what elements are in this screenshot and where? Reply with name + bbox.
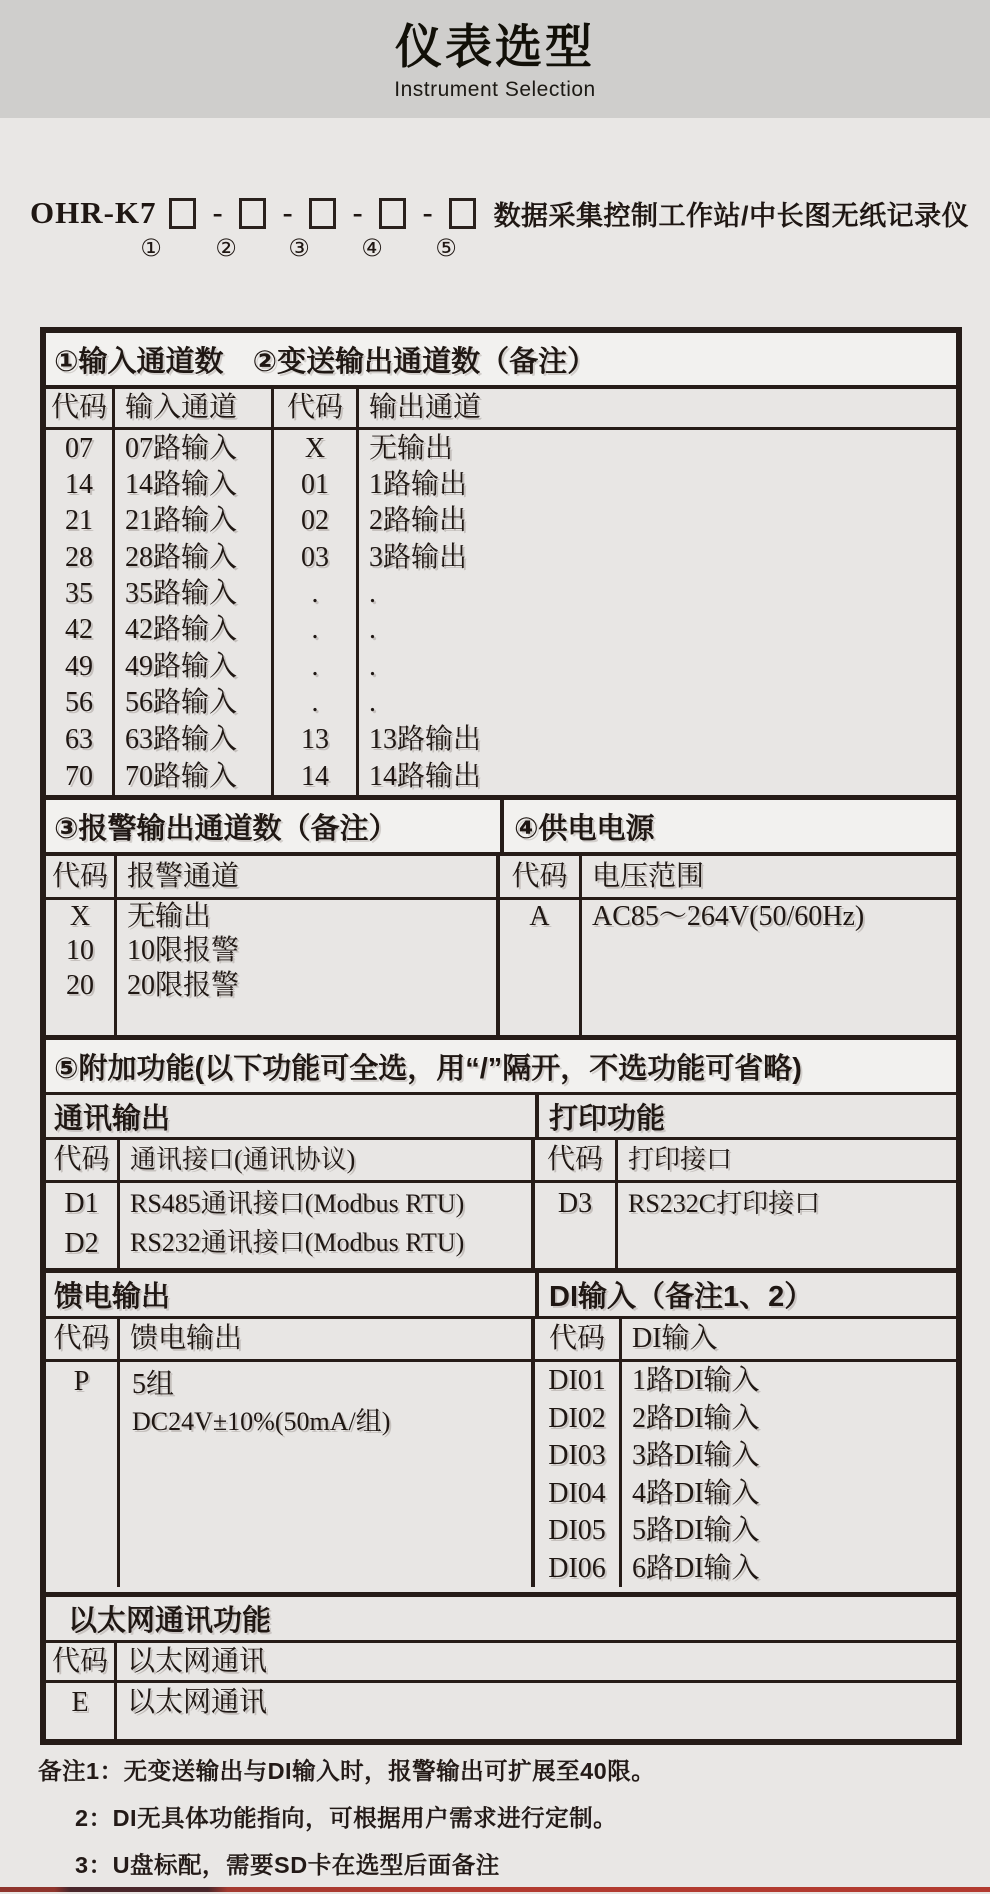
ethernet-label-cell: 以太网通讯 — [127, 1687, 268, 1718]
col-header-code: 代码 — [274, 389, 359, 430]
col-header-code: 代码 — [46, 856, 117, 900]
dash-separator: - — [422, 196, 433, 229]
print-interface-cell — [618, 1224, 956, 1268]
comm-output-title: 通讯输出 — [46, 1095, 539, 1137]
output-code-cell: 14 — [274, 758, 359, 795]
input-channel-cell: 49路输入 — [115, 648, 274, 684]
note-text: U盘标配，需要SD卡在选型后面备注 — [112, 1852, 500, 1878]
comm-interface-cell: RS485通讯接口(Modbus RTU) — [120, 1183, 535, 1224]
model-code-row — [30, 190, 969, 236]
col-header-print-interface: 打印接口 — [618, 1140, 956, 1183]
voltage-range-cell — [582, 968, 956, 1035]
col-header-code: 代码 — [46, 389, 115, 430]
page-header — [0, 0, 990, 118]
slot-marker-4: ④ — [361, 234, 383, 262]
note-label: 3： — [75, 1852, 113, 1878]
di-code-cell: DI01 — [535, 1362, 622, 1400]
output-channel-cell: 2路输出 — [369, 505, 468, 537]
page-title: 仪表选型 — [395, 20, 595, 73]
input-code-cell: 56 — [46, 685, 115, 721]
model-slot-box-4 — [379, 198, 406, 229]
col-header-ethernet-comm: 以太网通讯 — [117, 1643, 956, 1683]
output-channel-cell: . — [369, 614, 376, 646]
feed-output-spec — [120, 1362, 535, 1587]
col-header-code: 代码 — [500, 856, 582, 900]
input-code-cell: 49 — [46, 648, 115, 684]
output-code-cell: 13 — [274, 721, 359, 757]
note-text: DI无具体功能指向，可根据用户需求进行定制。 — [112, 1805, 618, 1831]
input-channel-cell: 21路输入 — [115, 503, 274, 539]
col-header-alarm-channel: 报警通道 — [117, 856, 500, 900]
di-label-cell: 2路DI输入 — [632, 1402, 760, 1434]
comm-interface-cell: RS232通讯接口(Modbus RTU) — [120, 1224, 535, 1268]
input-channel-cell: 63路输入 — [115, 721, 274, 757]
di-label-cell: 3路DI输入 — [632, 1440, 760, 1472]
output-channel-cell: 无输出 — [369, 432, 454, 464]
col-header-input-channel: 输入通道 — [115, 389, 274, 430]
feed-groups: 5组 — [132, 1369, 175, 1400]
input-code-cell: 35 — [46, 576, 115, 612]
note-line — [75, 1846, 990, 1880]
ethernet-code-cell: E — [46, 1683, 117, 1739]
di-code-cell: DI04 — [535, 1475, 622, 1513]
ethernet-section-title: 以太网通讯功能 — [46, 1597, 956, 1643]
alarm-channel-cell: 无输出 — [117, 900, 500, 934]
alarm-code-cell: 10 — [46, 934, 117, 968]
power-code-cell — [500, 934, 582, 968]
print-code-cell: D3 — [535, 1183, 618, 1224]
comm-code-cell: D2 — [46, 1224, 120, 1268]
comm-code-cell: D1 — [46, 1183, 120, 1224]
output-channel-cell: . — [369, 687, 376, 719]
dash-separator: - — [352, 196, 363, 229]
selection-table — [40, 327, 962, 1745]
input-channel-cell: 42路输入 — [115, 612, 274, 648]
feed-voltage-spec: DC24V±10%(50mA/组) — [132, 1407, 391, 1436]
col-header-code: 代码 — [535, 1319, 622, 1362]
output-code-cell: 01 — [274, 466, 359, 502]
section-3-title: ③报警输出通道数（备注） — [46, 800, 504, 852]
model-slot-box-1 — [169, 198, 196, 229]
input-channel-cell: 70路输入 — [115, 758, 274, 795]
input-code-cell: 21 — [46, 503, 115, 539]
alarm-code-cell: X — [46, 900, 117, 934]
col-header-output-channel: 输出通道 — [359, 389, 956, 430]
print-interface-cell: RS232C打印接口 — [628, 1188, 821, 1218]
output-code-cell: X — [274, 430, 359, 466]
note-label: 2： — [75, 1805, 113, 1831]
input-code-cell: 63 — [46, 721, 115, 757]
feed-code-cell: P — [46, 1362, 120, 1587]
print-code-cell — [535, 1224, 618, 1268]
slot-marker-3: ③ — [288, 234, 310, 262]
output-channel-cell: 1路输出 — [369, 468, 468, 500]
col-header-code: 代码 — [46, 1140, 120, 1183]
section-4-title: ④供电电源 — [514, 812, 655, 845]
output-code-cell: 02 — [274, 503, 359, 539]
input-output-channel-table — [46, 389, 956, 800]
dash-separator: - — [282, 196, 293, 229]
output-channel-cell: 3路输出 — [369, 541, 468, 573]
di-code-cell: DI05 — [535, 1512, 622, 1550]
ethernet-table — [46, 1643, 956, 1739]
print-function-title: 打印功能 — [549, 1102, 666, 1135]
voltage-range-cell: AC85～264V(50/60Hz) — [592, 901, 865, 933]
comm-print-table — [46, 1140, 956, 1273]
voltage-range-cell — [582, 934, 956, 968]
model-prefix: OHR-K7 — [30, 195, 157, 230]
output-code-cell: . — [274, 648, 359, 684]
output-channel-cell: . — [369, 650, 376, 682]
slot-marker-2: ② — [215, 234, 237, 262]
model-description: 数据采集控制工作站/中长图无纸记录仪 — [493, 200, 970, 231]
power-code-cell — [500, 968, 582, 1035]
page-subtitle: Instrument Selection — [394, 78, 596, 101]
output-code-cell: . — [274, 685, 359, 721]
note-line — [38, 1752, 990, 1786]
input-code-cell: 07 — [46, 430, 115, 466]
comm-print-title-row — [46, 1095, 956, 1140]
input-channel-cell: 28路输入 — [115, 539, 274, 575]
input-code-cell: 42 — [46, 612, 115, 648]
footnotes — [0, 1752, 990, 1893]
output-channel-cell: 14路输出 — [369, 760, 482, 792]
input-channel-cell: 35路输入 — [115, 576, 274, 612]
feed-di-table — [46, 1319, 956, 1597]
output-channel-cell: . — [369, 578, 376, 610]
input-channel-cell: 14路输入 — [115, 466, 274, 502]
model-slot-box-3 — [309, 198, 336, 229]
di-code-cell: DI02 — [535, 1400, 622, 1438]
di-label-cell: 4路DI输入 — [632, 1477, 760, 1509]
output-code-cell: . — [274, 612, 359, 648]
col-header-comm-interface: 通讯接口(通讯协议) — [120, 1140, 535, 1183]
di-label-cell: 6路DI输入 — [632, 1552, 760, 1584]
feed-output-title: 馈电输出 — [46, 1273, 539, 1316]
bottom-accent-line — [0, 1887, 990, 1892]
model-slot-box-2 — [239, 198, 266, 229]
slot-marker-1: ① — [140, 234, 162, 262]
col-header-voltage-range: 电压范围 — [582, 856, 956, 900]
alarm-power-table — [46, 856, 956, 1040]
input-channel-cell: 07路输入 — [115, 430, 274, 466]
section-1-2-title: ①输入通道数 ②变送输出通道数（备注） — [46, 333, 956, 389]
alarm-code-cell: 20 — [46, 968, 117, 1035]
col-header-code: 代码 — [535, 1140, 618, 1183]
output-code-cell: . — [274, 576, 359, 612]
di-label-cell: 5路DI输入 — [632, 1515, 760, 1547]
power-code-cell: A — [500, 900, 582, 934]
note-text: 无变送输出与DI输入时，报警输出可扩展至40限。 — [123, 1758, 656, 1784]
note-line — [75, 1799, 990, 1833]
di-label-cell: 1路DI输入 — [632, 1365, 760, 1397]
col-header-code: 代码 — [46, 1319, 120, 1362]
di-input-title: DI输入（备注1、2） — [549, 1281, 814, 1313]
feed-di-title-row — [46, 1273, 956, 1319]
model-slot-markers — [0, 234, 990, 264]
note-label: 备注1： — [38, 1758, 124, 1784]
col-header-code: 代码 — [46, 1643, 117, 1683]
output-code-cell: 03 — [274, 539, 359, 575]
di-code-cell: DI06 — [535, 1550, 622, 1588]
output-channel-cell: 13路输出 — [369, 723, 482, 755]
model-slot-box-5 — [449, 198, 476, 229]
col-header-feed-output: 馈电输出 — [120, 1319, 535, 1362]
section-5-title: ⑤附加功能(以下功能可全选，用“/”隔开，不选功能可省略) — [46, 1040, 956, 1095]
input-channel-cell: 56路输入 — [115, 685, 274, 721]
alarm-channel-cell: 20限报警 — [117, 968, 500, 1035]
section-3-4-title-row — [46, 800, 956, 856]
dash-separator: - — [212, 196, 223, 229]
input-code-cell: 28 — [46, 539, 115, 575]
di-code-cell: DI03 — [535, 1437, 622, 1475]
col-header-di-input: DI输入 — [622, 1319, 956, 1362]
alarm-channel-cell: 10限报警 — [117, 934, 500, 968]
input-code-cell: 14 — [46, 466, 115, 502]
input-code-cell: 70 — [46, 758, 115, 795]
slot-marker-5: ⑤ — [435, 234, 457, 262]
